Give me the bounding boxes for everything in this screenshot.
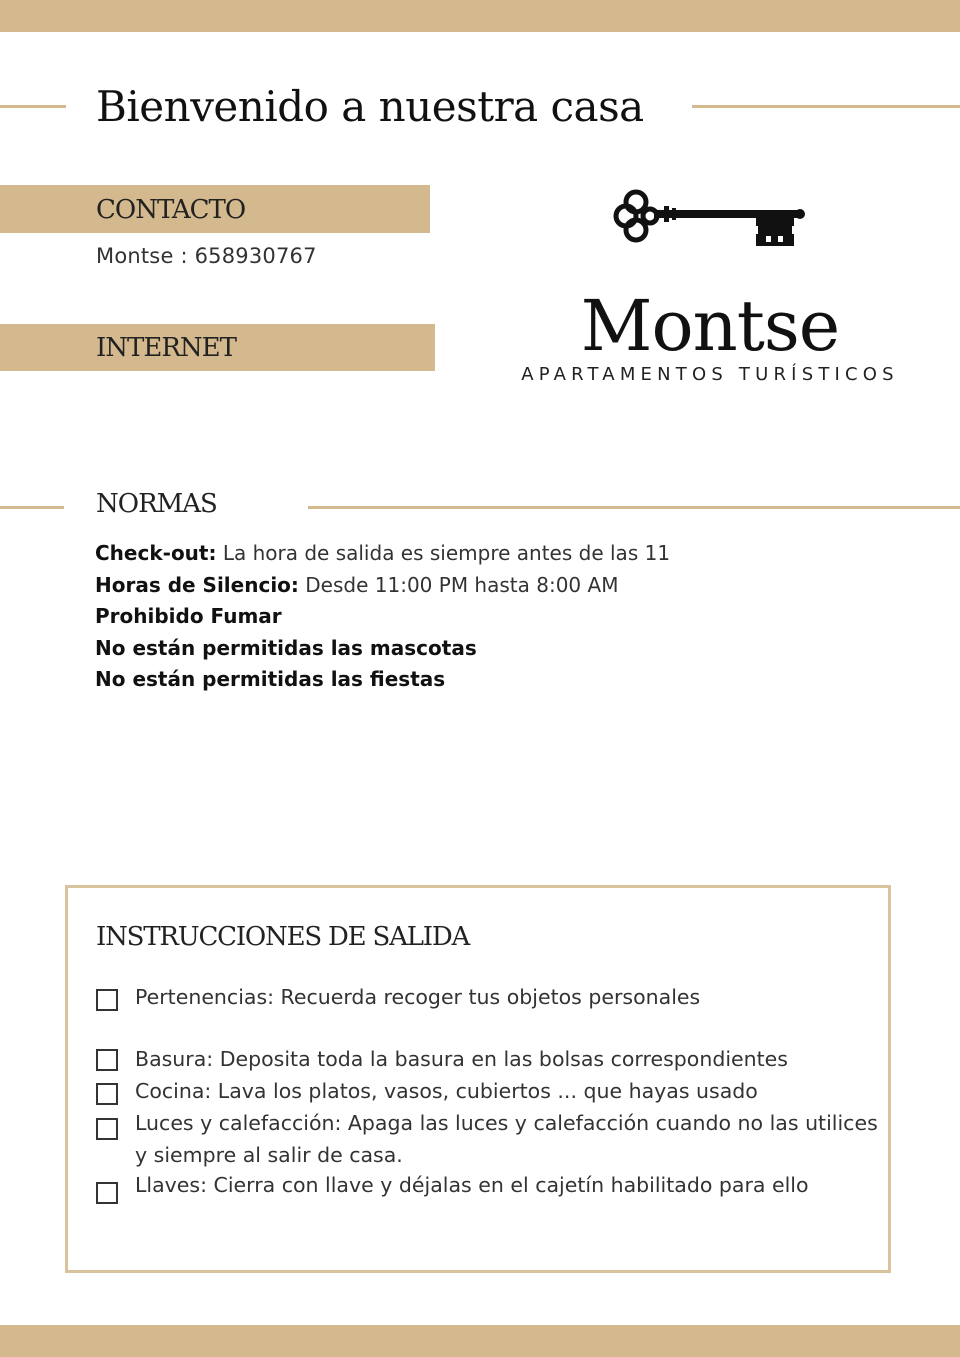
brand-name: Montse — [580, 285, 840, 367]
rule-quiet-hours: Horas de Silencio: Desde 11:00 PM hasta 8:00 AM — [95, 572, 619, 597]
checkbox[interactable] — [96, 1083, 118, 1105]
contact-label: CONTACTO — [0, 185, 430, 233]
checkout-item-text: Cocina: Lava los platos, vasos, cubiertos ... que hayas usado — [135, 1079, 758, 1103]
internet-label: INTERNET — [0, 324, 435, 371]
title-rule-left — [0, 105, 66, 108]
checkout-item-text: Pertenencias: Recuerda recoger tus objetos personales — [135, 985, 701, 1009]
rule-no-pets: No están permitidas las mascotas — [95, 635, 477, 660]
checkbox[interactable] — [96, 1182, 118, 1204]
rules-list — [95, 538, 670, 696]
brand-subtitle: APARTAMENTOS TURÍSTICOS — [521, 364, 899, 385]
contact-phone: Montse : 658930767 — [96, 244, 317, 268]
rule-checkout: Check-out: La hora de salida es siempre antes de las 11 — [95, 541, 671, 565]
bottom-band — [0, 1325, 960, 1357]
checkbox[interactable] — [96, 1049, 118, 1071]
checkbox[interactable] — [96, 989, 118, 1011]
key-icon — [608, 184, 808, 252]
rules-rule-right — [308, 506, 960, 509]
rule-no-parties: No están permitidas las fiestas — [95, 667, 446, 691]
rule-no-smoking: Prohibido Fumar — [95, 604, 282, 628]
rules-rule-left — [0, 506, 64, 509]
checkbox[interactable] — [96, 1118, 118, 1140]
checkout-item-text: Llaves: Cierra con llave y déjalas en el cajetín habilitado para ello — [135, 1173, 809, 1197]
title-rule-right — [692, 105, 960, 108]
page-title: Bienvenido a nuestra casa — [96, 82, 644, 131]
checkout-heading: INSTRUCCIONES DE SALIDA — [96, 922, 470, 952]
checkout-item-text: Luces y calefacción: Apaga las luces y calefacción cuando no las utilices y siempre al salir de casa. — [135, 1111, 878, 1167]
top-band — [0, 0, 960, 32]
checkout-item-text: Basura: Deposita toda la basura en las bolsas correspondientes — [135, 1047, 788, 1071]
rules-heading: NORMAS — [96, 489, 217, 519]
